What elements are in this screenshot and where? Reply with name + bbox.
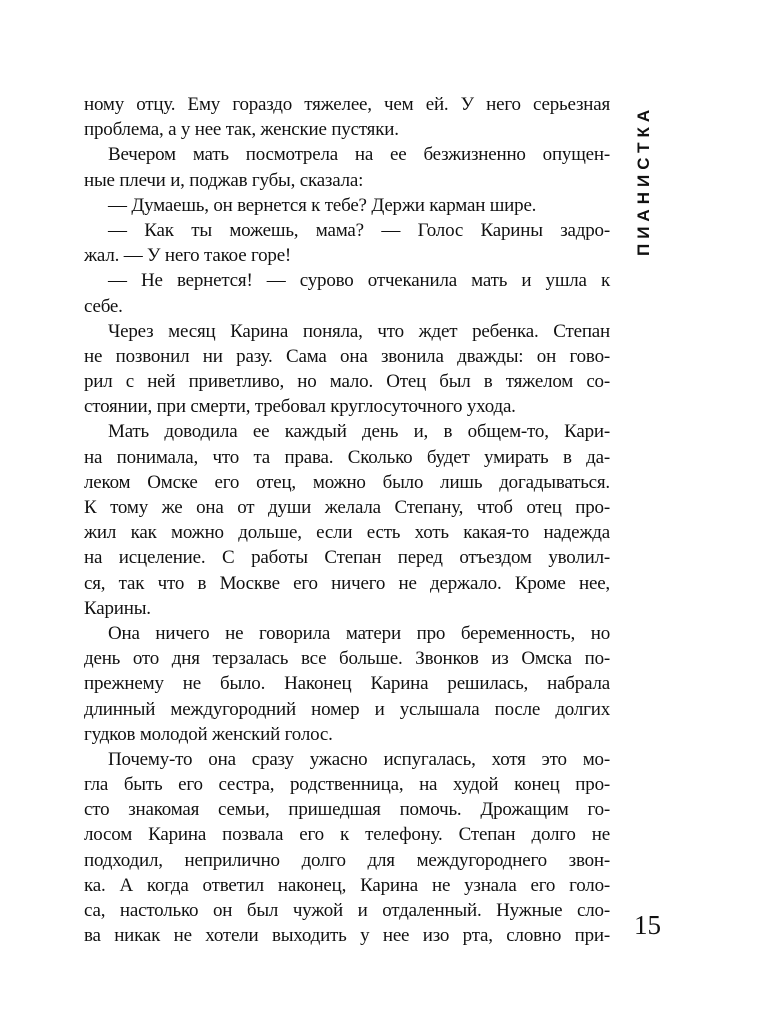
text-line: са, настолько он был чужой и отдаленный. Нужные сло- [84, 900, 610, 921]
text-line: на понимала, что та права. Сколько будет умирать в да- [84, 446, 610, 468]
text-line: стоянии, при смерти, требовал круглосуточного ухода. [84, 396, 516, 418]
text-line: ся, так что в Москве его ничего не держало. Кроме нее, [84, 572, 610, 594]
text-line: — Как ты можешь, мама? — Голос Карины задро- [108, 219, 610, 241]
text-line: проблема, а у нее так, женские пустяки. [84, 119, 399, 141]
text-line: К тому же она от души желала Степану, чтоб отец про- [84, 497, 610, 518]
text-line: жал. — У него такое горе! [84, 245, 292, 267]
text-line: Вечером мать посмотрела на ее безжизненно опущен- [108, 144, 610, 166]
text-line: гла быть его сестра, родственница, на худой конец про- [84, 774, 610, 796]
text-line: не позвонил ни разу. Сама она звонила дважды: он гово- [84, 345, 610, 367]
text-line: гудков молодой женский голос. [84, 723, 333, 745]
text-line: себе. [84, 295, 123, 317]
text-line: леком Омске его отец, можно было лишь догадываться. [84, 471, 610, 493]
running-head: ПИАНИСТКА [634, 104, 653, 256]
text-line: лосом Карина позвала его к телефону. Степан долго не [84, 824, 610, 846]
text-line: сто знакомая семьи, пришедшая помочь. Дрожащим го- [84, 799, 610, 821]
text-line: Почему-то она сразу ужасно испугалась, хотя это мо- [108, 748, 610, 770]
page-number: 15 [634, 910, 661, 940]
text-line: прежнему не было. Наконец Карина решилась, набрала [84, 673, 610, 695]
text-line: — Думаешь, он вернется к тебе? Держи карман шире. [108, 194, 537, 216]
text-line: Через месяц Карина поняла, что ждет ребенка. Степан [108, 320, 610, 342]
text-line: Карины. [84, 597, 151, 619]
page-body-text [84, 92, 610, 948]
text-line: ва никак не хотели выходить у нее изо рта, словно при- [84, 925, 610, 947]
text-line: ные плечи и, поджав губы, сказала: [84, 169, 364, 191]
text-line: ка. А когда ответил наконец, Карина не узнала его голо- [84, 874, 610, 896]
text-line: Мать доводила ее каждый день и, в общем-то, Кари- [108, 421, 610, 443]
text-line: на исцеление. С работы Степан перед отъездом уволил- [84, 547, 610, 569]
text-line: рил с ней приветливо, но мало. Отец был в тяжелом со- [84, 371, 610, 393]
text-line: подходил, неприлично долго для междугороднего звон- [84, 849, 610, 871]
text-line: — Не вернется! — сурово отчеканила мать и ушла к [108, 270, 610, 292]
text-line: день ото дня терзалась все больше. Звонков из Омска по- [84, 648, 610, 670]
text-line: длинный междугородний номер и услышала после долгих [84, 698, 610, 720]
text-line: ному отцу. Ему гораздо тяжелее, чем ей. У него серьезная [84, 94, 610, 115]
text-line: жил как можно дольше, если есть хоть какая-то надежда [84, 522, 610, 544]
text-line: Она ничего не говорила матери про беременность, но [108, 622, 610, 644]
